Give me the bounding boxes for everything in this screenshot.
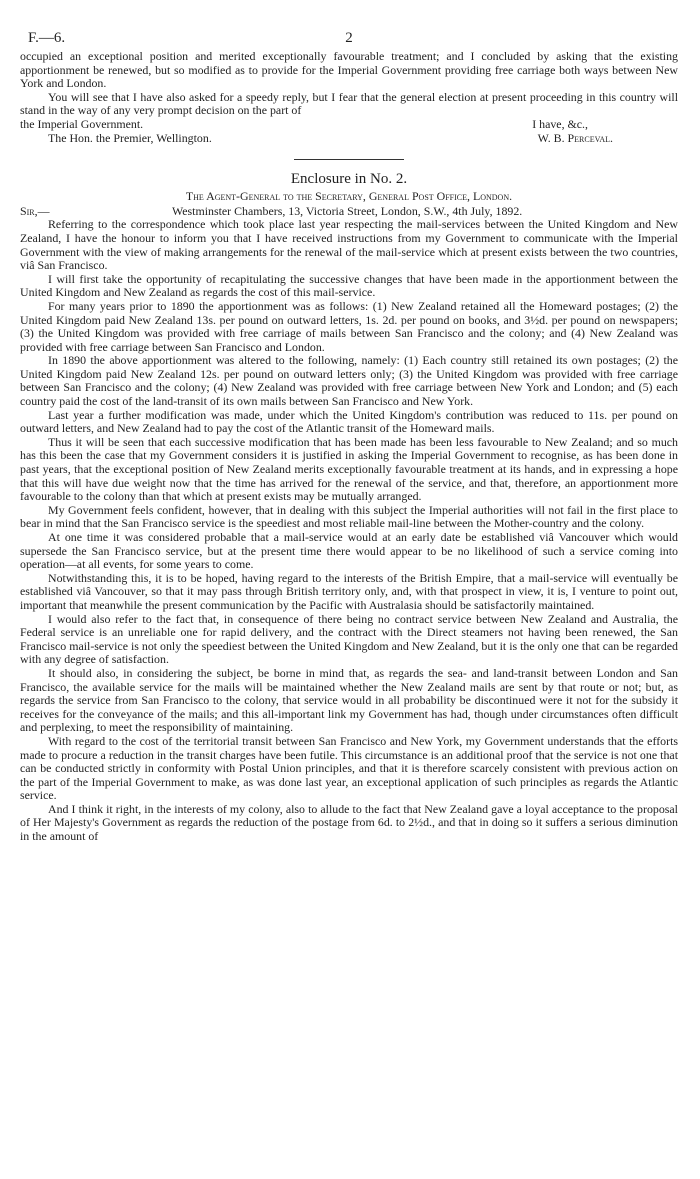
letter-paragraph: occupied an exceptional position and merited exceptionally favourable treatment; and I concluded by asking that the existing apportionment be renewed, but so modified as to provide for the Imperial Government providing free carriage both ways between New York and London. <box>20 49 678 91</box>
document-code: F.—6. <box>28 30 66 46</box>
body-paragraph: Thus it will be seen that each successive modification that has been made has been less favourable to New Zealand; and so much has this been the case that my Government considers it is justified in asking the Imperial Government to recognise, as has been done in past years, that the exceptional position of New Zealand merits exceptionally favourable treatment at its hands, and in expressing a hope that this will have due weight now that the time has arrived for the renewal of the service, and that, therefore, an apportionment more favourable to the colony than that which at present exists may be mutually arranged. <box>20 434 678 504</box>
body-paragraph: I would also refer to the fact that, in consequence of there being no contract service between New Zealand and Australia, the Federal service is an unreliable one for rapid delivery, and the contract with the Direct steamers not having been renewed, the San Francisco mail-service is not only the speediest between the United Kingdom and New Zealand, but it is the only one that can be regarded with any degree of satisfaction. <box>20 611 678 667</box>
body-paragraph: With regard to the cost of the territorial transit between San Francisco and New York, my Government understands that the efforts made to procure a reduction in the transit charges have been futile. This circumstance is an additional proof that the service is not one that can be conducted strictly in conformity with Postal Union principles, and that it is therefore scarcely consistent with previous action on the part of the Imperial Government to make, as was done last year, an exceptional application of such principles as regards the Atlantic service. <box>20 733 678 803</box>
body-paragraph: For many years prior to 1890 the apportionment was as follows: (1) New Zealand retained all the Homeward postages; (2) the United Kingdom paid New Zealand 13s. per pound on outward letters, 1s. 2d. per pound on books, and 3½d. per pound on newspapers; (3) the United Kingdom was provided with free carriage of mails between San Francisco and the colony; and (4) New Zealand was provided with free carriage between San Francisco and London. <box>20 298 678 354</box>
signature: W. B. Perceval. <box>537 130 613 145</box>
body-paragraph: Notwithstanding this, it is to be hoped, having regard to the interests of the British Empire, that a mail-service will eventually be established viâ Vancouver, so that it may pass through British territory only, and, with that prospect in view, it is, I venture to point out, important that meanwhile the present communication by the Pacific with Australasia should be satisfactorily maintained. <box>20 570 678 612</box>
body-paragraph: Referring to the correspondence which took place last year respecting the mail-services between the United Kingdom and New Zealand, I have the honour to inform you that I have received instructions from my Government to communicate with the Imperial Government with the view of making arrangements for the renewal of the mail-service which at present exists between the two countries, viâ San Francisco. <box>20 217 678 273</box>
body-paragraph: At one time it was considered probable that a mail-service would at an early date be established viâ Vancouver which would supersede the San Francisco service, but at the present time there would appear to be no likelihood of such a service coming into operation—at all events, for some years to come. <box>20 530 678 572</box>
section-divider <box>294 159 404 160</box>
letter-paragraph: You will see that I have also asked for a speedy reply, but I fear that the general election at present proceeding in this country will stand in the way of any very prompt decision on the part of <box>20 89 678 118</box>
body-paragraph: I will first take the opportunity of recapitulating the successive changes that have been made in the apportionment between the United Kingdom and New Zealand as regards the cost of this mail-service. <box>20 271 678 300</box>
body-paragraph: In 1890 the above apportionment was altered to the following, namely: (1) Each country still retained its own postages; (2) the United Kingdom paid New Zealand 12s. per pound on outward letters only; (3) the United Kingdom was provided with free carriage between San Francisco and the colony; (4) New Zealand was provided with free carriage between New York and London; and (5) each country paid the cost of the land-transit of its own mails between San Francisco and New York. <box>20 353 678 409</box>
body-paragraph: Last year a further modification was made, under which the United Kingdom's contribution was reduced to 11s. per pound on outward letters, and New Zealand had to pay the cost of the Atlantic transit of the Homeward mails. <box>20 407 678 436</box>
dateline: Westminster Chambers, 13, Victoria Street, London, S.W., 4th July, 1892. <box>172 203 523 218</box>
signature-row <box>20 132 678 146</box>
addressee: The Hon. the Premier, Wellington. <box>48 130 212 145</box>
letter-paragraph-end: the Imperial Government. <box>20 116 144 131</box>
body-paragraph: And I think it right, in the interests of my colony, also to allude to the fact that New Zealand gave a loyal acceptance to the proposal of Her Majesty's Government as regards the reduction of the postage from 6d. to 2½d., and that in doing so it suffers a serious diminution in the amount of <box>20 801 678 844</box>
body-paragraph: My Government feels confident, however, that in dealing with this subject the Imperial authorities will not fail in the first place to bear in mind that the San Francisco service is the speediest and most reliable mail-line between the Mother-country and the colony. <box>20 502 678 531</box>
closing: I have, &c., <box>532 116 588 131</box>
closing-row <box>20 118 678 132</box>
enclosure-title: Enclosure in No. 2. <box>290 171 408 188</box>
page-header <box>20 30 678 50</box>
enclosure-address-line: The Agent-General to the Secretary, General Post Office, London. <box>185 189 513 204</box>
salutation: Sir,— <box>20 203 50 218</box>
salutation-row <box>20 205 678 219</box>
body-paragraph: It should also, in considering the subject, be borne in mind that, as regards the sea- and land-transit between London and San Francisco, the available service for the mails will be maintained whether the New Zealand mails are sent by that route or not; but, as regards the service from San Francisco to the colony, that service would in all probability be discontinued were it not for the subsidy it receives for the conveyance of the mails; and this all-important link my Government has had, though under circumstances often difficult and perplexing, to meet the responsibility of maintaining. <box>20 665 678 735</box>
page-number: 2 <box>345 30 353 46</box>
